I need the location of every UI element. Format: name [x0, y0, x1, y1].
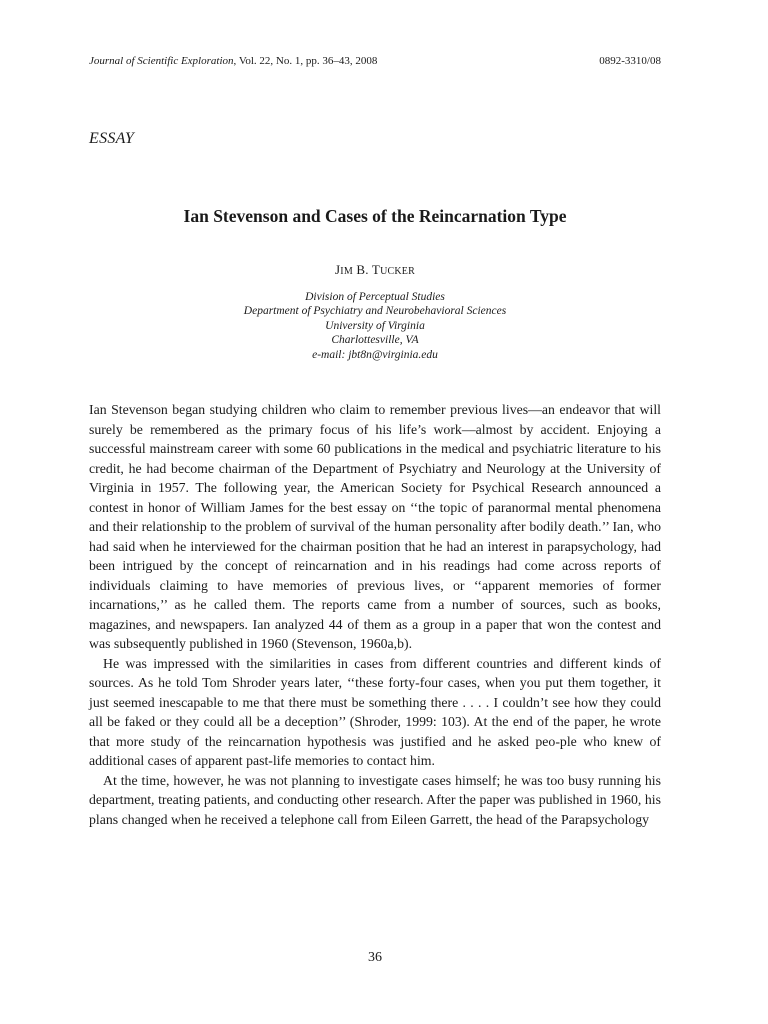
author-affiliation — [89, 290, 661, 362]
journal-citation — [89, 54, 377, 68]
page-number: 36 — [368, 950, 382, 965]
affiliation-division: Division of Perceptual Studies — [305, 291, 445, 303]
affiliation-university: University of Virginia — [325, 319, 425, 332]
journal-name: Journal of Scientific Exploration — [89, 55, 234, 67]
affiliation-department: Department of Psychiatry and Neurobehavioral Sciences — [243, 305, 507, 318]
author-name: JIM B. TUCKER — [335, 262, 415, 277]
issn: 0892-3310/08 — [599, 55, 661, 67]
article-title: Ian Stevenson and Cases of the Reincarnation Type — [183, 206, 567, 226]
paragraph: He was impressed with the similarities in cases from different countries and different kinds of sources. As he told Tom Shroder years later, ‘‘these forty-four cases, when you put them together, it just seemed inescapable to me that there must be something there . . . . I couldn’t see how they could all be faked or they could all be a deception’’ (Shroder, 1999: 103). At the end of the paper, he wrote that more study of the reincarnation hypothesis was justified and he asked peo-ple who knew of additional cases of apparent past-life memories to contact him. — [89, 655, 661, 768]
volume-info: , Vol. 22, No. 1, pp. 36–43, 2008 — [233, 55, 378, 67]
section-label: ESSAY — [89, 130, 135, 147]
paragraph: At the time, however, he was not planning to investigate cases himself; he was too busy running his department, treating patients, and conducting other research. After the paper was published in 1960, his plans changed when he received a telephone call from Eileen Garrett, the head of the Parapsychology — [89, 772, 661, 827]
author-email: e-mail: jbt8n@virginia.edu — [312, 348, 438, 361]
paragraph: Ian Stevenson began studying children who claim to remember previous lives—an endeavor that will surely be remembered as the primary focus of his life’s work—almost by accident. Enjoying a successful mainstream career with some 60 publications in the medical and psychiatric literature to his credit, he had become chairman of the Department of Psychiatry and Neurology at the University of Virginia in 1957. The following year, the American Society for Psychical Research announced a contest in honor of William James for the best essay on ‘‘the topic of paranormal mental phenomena and their relationship to the problem of survival of the human personality after bodily death.’’ Ian, who had said when he interviewed for the chairman position that he had an interest in parapsychology, had been intrigued by the concept of reincarnation and in his readings had come across reports of individuals claiming to have memories of previous lives, or ‘‘apparent memories of former incarnations,’’ as he called them. The reports came from a number of sources, such as books, magazines, and newspapers. Ian analyzed 44 of them as a group in a paper that won the contest and was subsequently published in 1960 (Stevenson, 1960a,b). — [89, 402, 661, 651]
article-body — [89, 400, 661, 829]
affiliation-city: Charlottesville, VA — [331, 334, 419, 347]
running-header — [89, 54, 661, 68]
